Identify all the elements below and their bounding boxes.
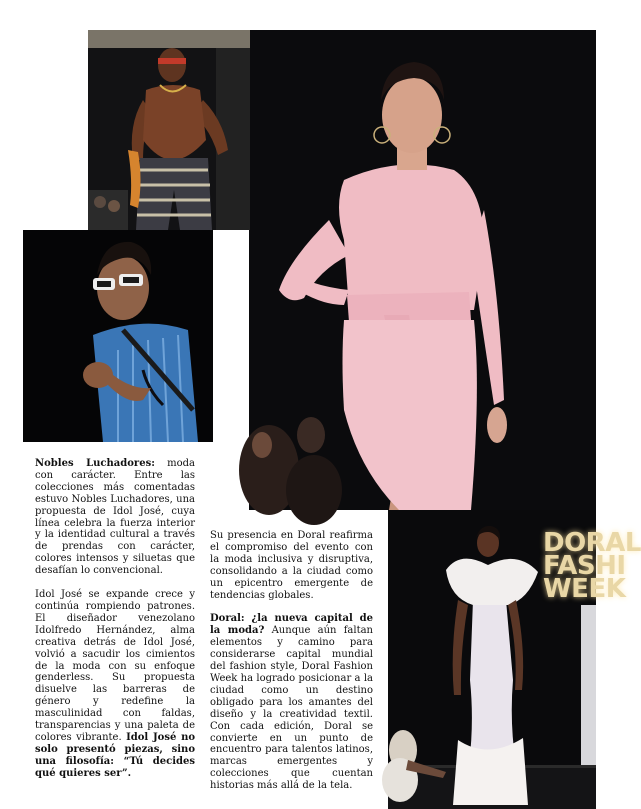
- sign-line-3: WEEK: [543, 574, 626, 604]
- paragraph-body: Su presencia en Doral reafirma el compromiso del evento con la moda inclusiva y disruptiva, consolidando a la ciudad como un epicentro emergente de tendencias globales.: [210, 530, 373, 601]
- sign-line-1: DORAL: [543, 528, 641, 558]
- paragraph-nobles-luchadores: [35, 458, 195, 577]
- article-column-left: [35, 458, 195, 792]
- paragraph-body: Aunque aún faltan elementos y camino para considerarse capital mundial del fashion style, Doral Fashion Week ha logrado posicionar a la ciudad como un destino obligado para los amantes del diseño y la creatividad textil. Con cada edición, Doral se convierte en un punto de encuentro para talentos latinos, marcas emergentes y colecciones que cuentan historias más allá de la tela.: [210, 625, 373, 792]
- paragraph-lead: Nobles Luchadores:: [35, 458, 155, 469]
- feather-gown-model-photo: [388, 510, 641, 809]
- paragraph-quote: Idol José no solo presentó piezas, sino una filosofía: “Tú decides qué quieres ser”.: [35, 731, 196, 779]
- paragraph-lead: Doral: ¿la nueva capital de la moda?: [210, 613, 373, 637]
- pink-dress-model-photo: [249, 30, 596, 510]
- doral-fashion-week-sign: [543, 528, 641, 604]
- paragraph-doral-capital: [210, 613, 373, 792]
- paragraph-body: Idol José se expande crece y continúa rompiendo patrones. El diseñador venezolano Idolfredo Hernández, alma creativa detrás de Idol José, volvió a sacudir los cimientos de la moda con su enfoque genderless. Su propuesta disuelve las barreras de género y redefine la masculinidad con faldas, transparencias y una paleta de colores vibrante.: [35, 589, 195, 743]
- paragraph-body: moda con carácter. Entre las colecciones más comentadas estuvo Nobles Luchadores, una propuesta de Idol José, cuya línea celebra la fuerza interior y la identidad cultural a través de prendas con carácter, colores intensos y siluetas que desafían lo convencional.: [35, 458, 195, 577]
- article-column-middle: [210, 530, 373, 804]
- paragraph-idol-jose: [35, 589, 195, 780]
- sign-line-2: FASHI: [543, 551, 626, 581]
- runway-model-shirtless-photo: [88, 30, 250, 230]
- designer-sunglasses-photo: [23, 230, 213, 442]
- paragraph-presencia: [210, 530, 373, 601]
